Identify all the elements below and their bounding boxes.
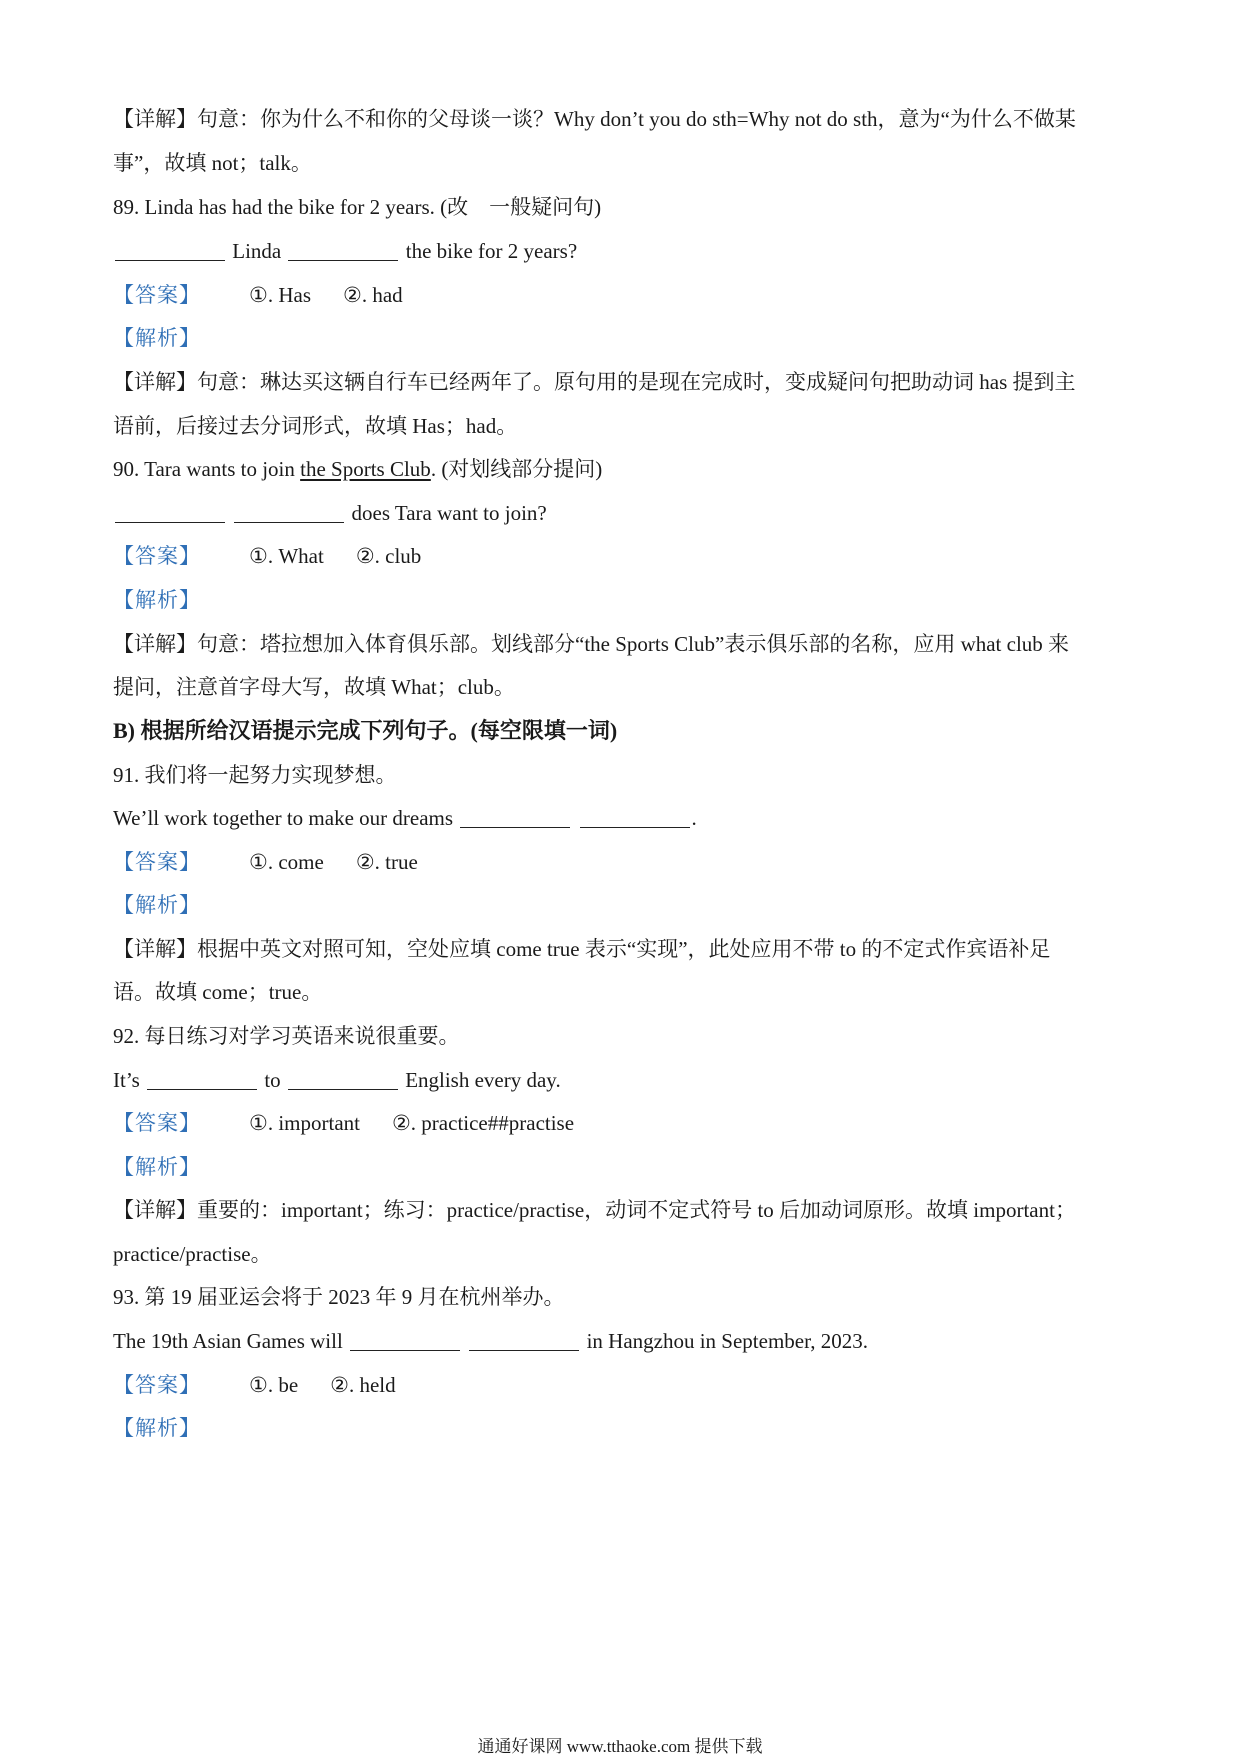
question-89: 89. Linda has had the bike for 2 years. (改 一般疑问句) — [113, 195, 602, 219]
blank-90-2 — [234, 502, 344, 523]
question-90: 90. Tara wants to join the Sports Club. (对划线部分提问) — [113, 457, 603, 481]
analysis-91 — [113, 890, 1123, 920]
question-91: 91. 我们将一起努力实现梦想。 — [113, 763, 397, 787]
analysis-89 — [113, 323, 1123, 353]
question-92-sentence: It’s to English every day. — [113, 1068, 561, 1092]
detail-91-line-1: 【详解】根据中英文对照可知，空处应填 come true 表示“实现”，此处应用不带 to 的不定式作宾语补足 — [113, 937, 1051, 961]
answer-92: 【答案】 ①. important ②. practice##practise — [113, 1111, 575, 1135]
analysis-93 — [113, 1413, 1123, 1443]
analysis-92 — [113, 1152, 1123, 1182]
blank-91-1 — [460, 807, 570, 828]
underlined-phrase: the Sports Club — [300, 457, 431, 481]
question-93-sentence: The 19th Asian Games will in Hangzhou in September, 2023. — [113, 1329, 869, 1353]
blank-92-1 — [147, 1069, 257, 1090]
question-89-sentence: Linda the bike for 2 years? — [113, 236, 1123, 266]
analysis-tag: 【解析】 — [113, 1155, 201, 1179]
answer-tag: 【答案】 — [113, 1373, 201, 1397]
detail-88-line-2: 事”，故填 not；talk。 — [113, 151, 312, 175]
detail-90-line-1: 【详解】句意：塔拉想加入体育俱乐部。划线部分“the Sports Club”表示俱乐部的名称，应用 what club 来 — [113, 632, 1070, 656]
answer-tag: 【答案】 — [113, 850, 201, 874]
analysis-tag: 【解析】 — [113, 893, 201, 917]
question-93: 93. 第 19 届亚运会将于 2023 年 9 月在杭州举办。 — [113, 1285, 565, 1309]
detail-91-line-2: 语。故填 come；true。 — [113, 980, 323, 1004]
blank-92-2 — [288, 1069, 398, 1090]
blank-93-1 — [350, 1330, 460, 1351]
answer-91: 【答案】 ①. come ②. true — [113, 850, 418, 874]
analysis-tag: 【解析】 — [113, 326, 201, 350]
detail-89-line-1: 【详解】句意：琳达买这辆自行车已经两年了。原句用的是现在完成时，变成疑问句把助动词 has 提到主 — [113, 370, 1076, 394]
blank-93-2 — [469, 1330, 579, 1351]
detail-89-line-2: 语前，后接过去分词形式，故填 Has；had。 — [113, 414, 518, 438]
detail-92-line-2: practice/practise。 — [113, 1242, 272, 1266]
page-footer: 通通好课网 www.tthaoke.com 提供下载 — [477, 1737, 763, 1756]
answer-tag: 【答案】 — [113, 283, 201, 307]
question-91-sentence: We’ll work together to make our dreams . — [113, 806, 697, 830]
answer-90: 【答案】 ①. What ②. club — [113, 544, 422, 568]
question-92: 92. 每日练习对学习英语来说很重要。 — [113, 1024, 460, 1048]
question-90-sentence: does Tara want to join? — [113, 498, 1123, 528]
detail-90-line-2: 提问，注意首字母大写，故填 What；club。 — [113, 675, 515, 699]
blank-89-1 — [115, 240, 225, 261]
detail-92-line-1: 【详解】重要的：important；练习：practice/practise，动词不定式符号 to 后加动词原形。故填 important； — [113, 1198, 1076, 1222]
answer-89: 【答案】 ①. Has ②. had — [113, 283, 403, 307]
blank-89-2 — [288, 240, 398, 261]
blank-91-2 — [580, 807, 690, 828]
answer-tag: 【答案】 — [113, 544, 201, 568]
analysis-tag: 【解析】 — [113, 1416, 201, 1440]
analysis-90 — [113, 585, 1123, 615]
detail-88-line-1: 【详解】句意：你为什么不和你的父母谈一谈？Why don’t you do sth=Why not do sth，意为“为什么不做某 — [113, 107, 1076, 131]
answer-93: 【答案】 ①. be ②. held — [113, 1373, 396, 1397]
answer-tag: 【答案】 — [113, 1111, 201, 1135]
section-b-heading: B) 根据所给汉语提示完成下列句子。(每空限填一词) — [113, 718, 618, 743]
analysis-tag: 【解析】 — [113, 588, 201, 612]
blank-90-1 — [115, 502, 225, 523]
